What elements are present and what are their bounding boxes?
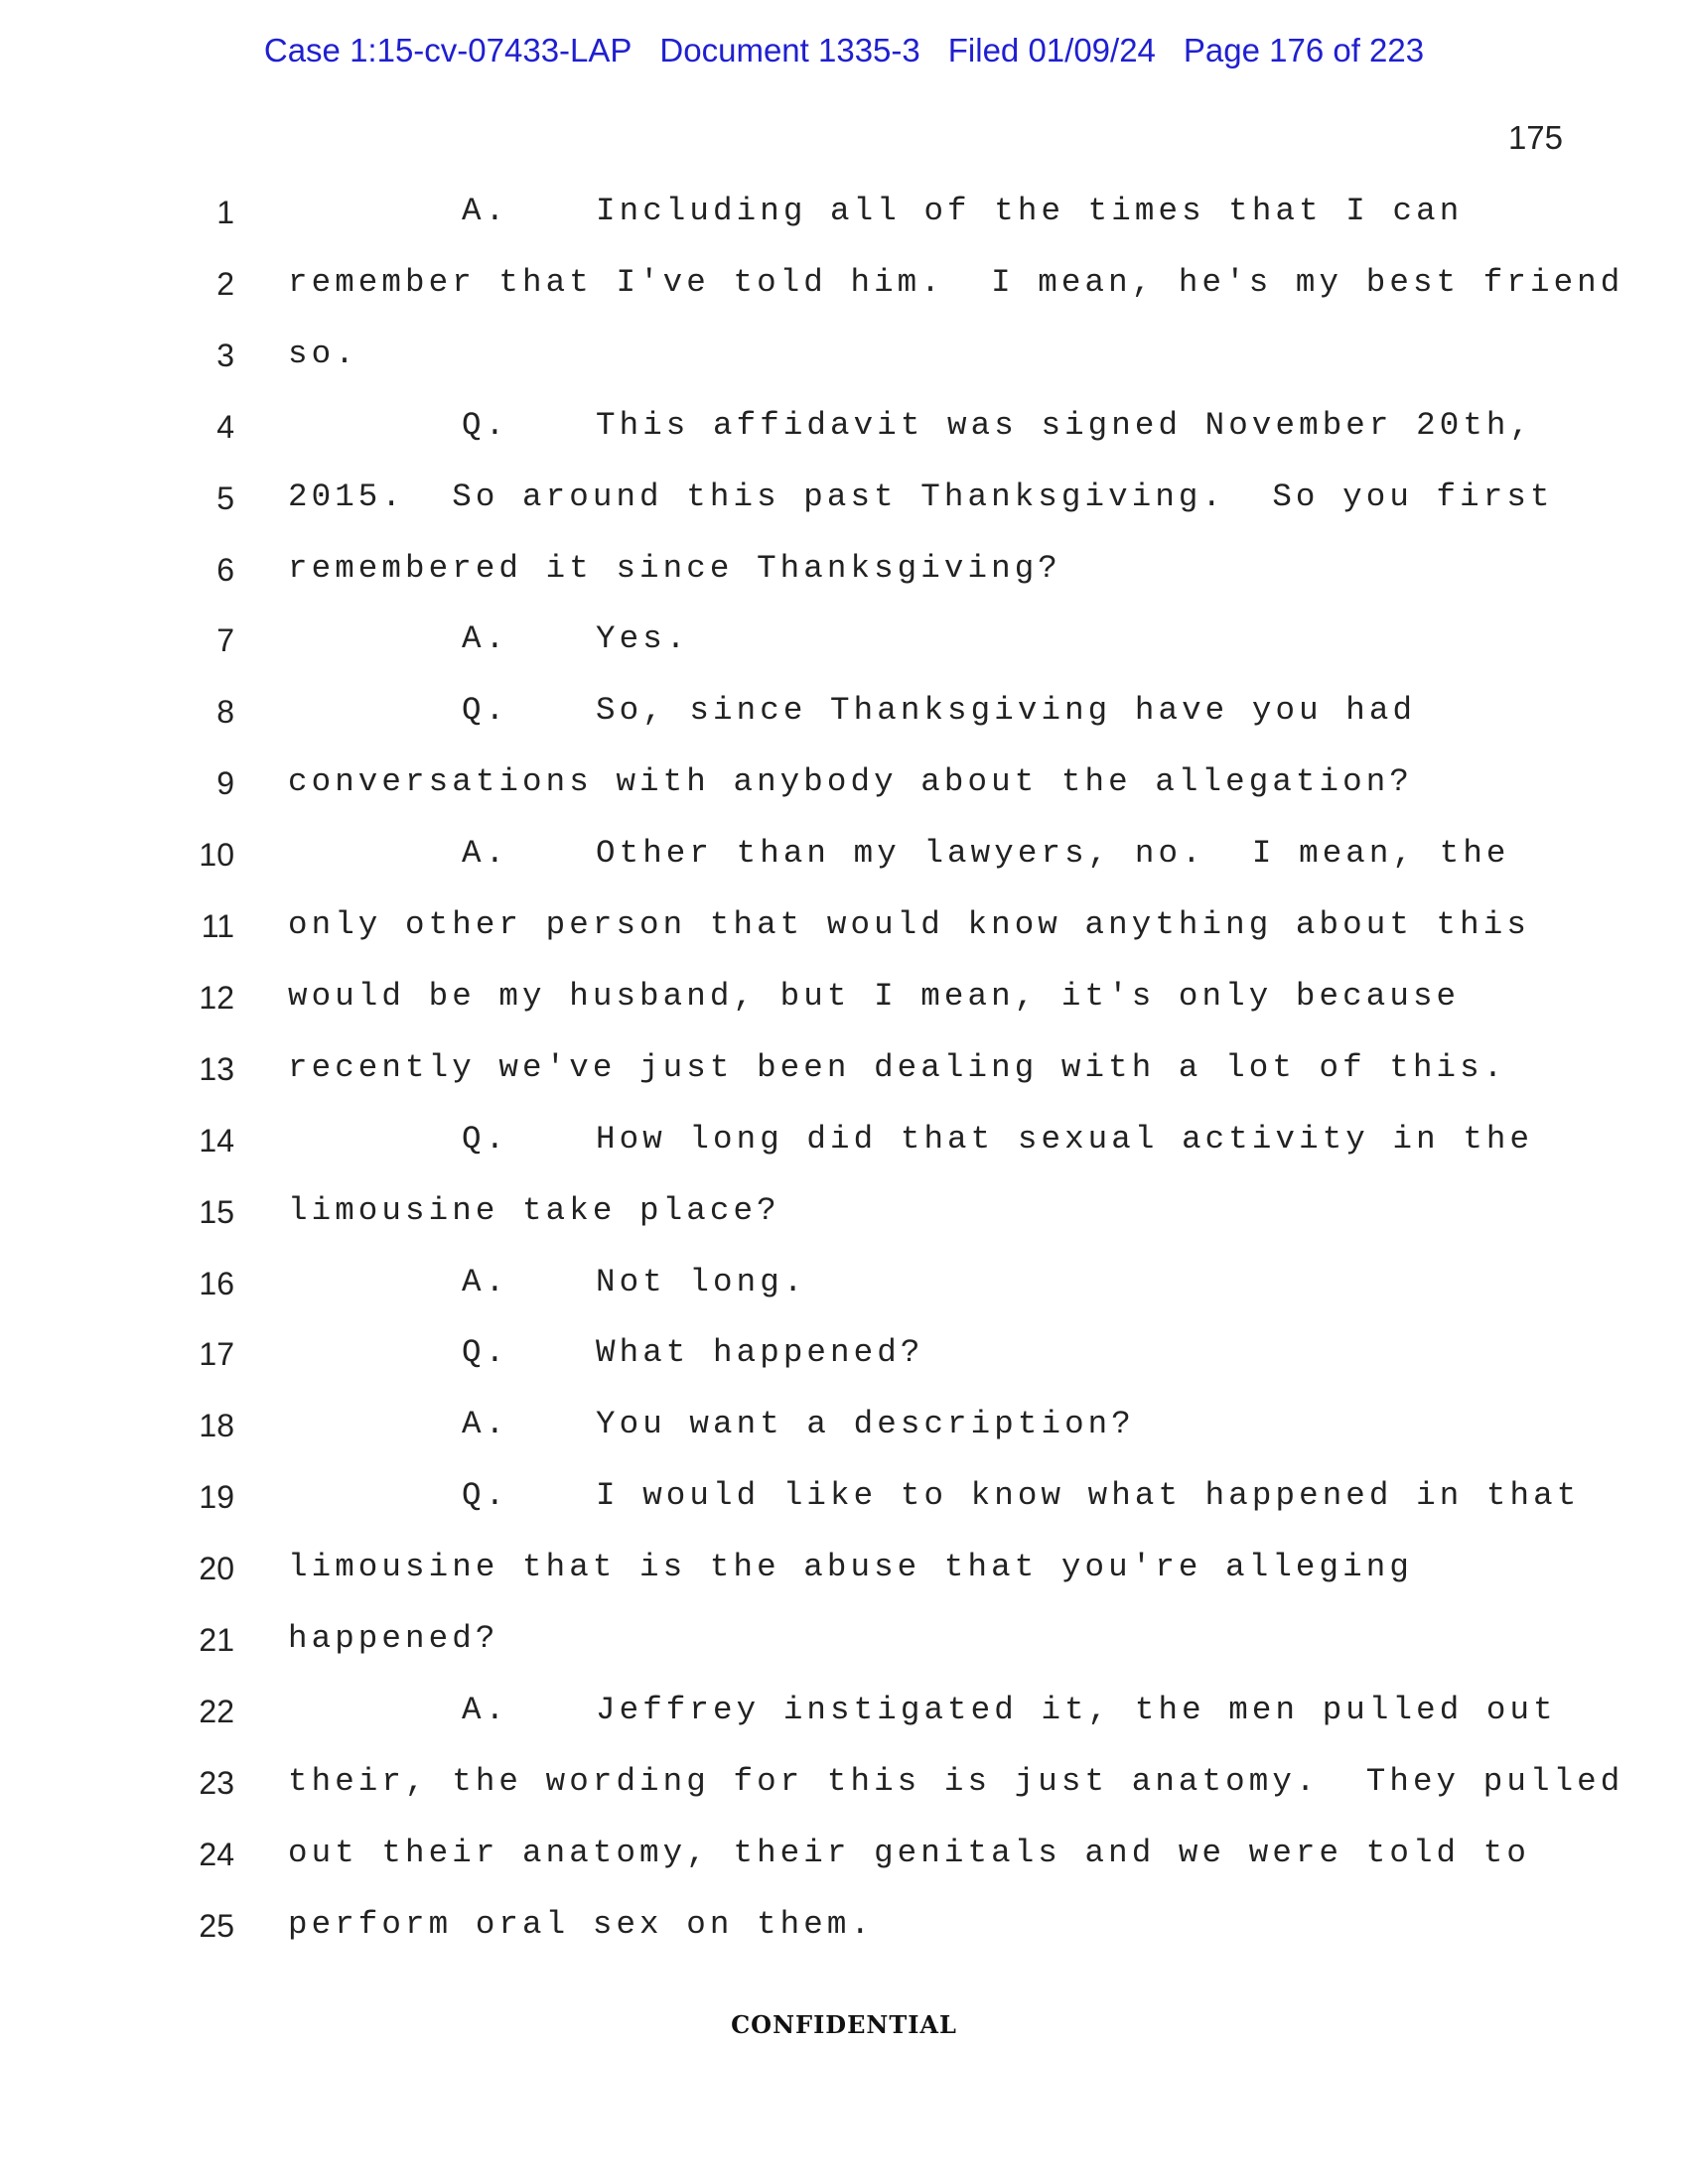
transcript-line [0,688,1688,759]
line-text [288,550,1061,587]
transcript-line [0,1045,1688,1117]
line-number: 5 [216,479,234,516]
transcript-line [0,1759,1688,1831]
line-number: 10 [199,837,234,874]
line-content: 2015. So around this past Thanksgiving. So you first [288,478,1554,515]
transcript-line [0,1688,1688,1759]
transcript-line [0,546,1688,617]
line-number: 1 [216,195,234,230]
line-number: 25 [199,1907,234,1944]
speaker-label: A. [462,193,509,229]
line-text [462,1334,923,1371]
line-text [288,1192,780,1229]
line-text [462,835,1510,872]
speaker-label: Q. [462,406,509,444]
line-content: would be my husband, but I mean, it's only because [288,977,1461,1015]
line-text [462,1406,1135,1442]
line-content: Not long. [596,1263,807,1300]
line-number: 3 [216,337,234,373]
line-number: 16 [199,1265,234,1301]
line-text [288,1835,1530,1871]
speaker-label: Q. [462,1334,509,1372]
case-number: Case 1:15-cv-07433-LAP [263,32,633,68]
transcript-line [0,1616,1688,1688]
line-content: What happened? [596,1334,924,1372]
page-of-total: Page 176 of 223 [1183,32,1425,68]
line-text [288,906,1530,943]
line-number: 22 [199,1693,234,1729]
line-text [288,1549,1413,1585]
line-text [288,1620,498,1657]
line-content: limousine that is the abuse that you're alleging [288,1549,1413,1586]
transcript-line [0,1188,1688,1260]
line-content: recently we've just been dealing with a lot of this. [288,1048,1507,1086]
line-content: only other person that would know anything about this [288,906,1530,943]
line-content: This affidavit was signed November 20th, [596,406,1534,444]
line-number: 4 [216,408,234,445]
transcript-line [0,616,1688,688]
confidential-footer: CONFIDENTIAL [731,2010,957,2039]
transcript-line [0,1260,1688,1331]
line-number: 11 [201,908,234,944]
line-content: Including all of the times that I can [596,193,1464,229]
speaker-label: Q. [462,1477,509,1515]
line-number: 18 [199,1408,234,1444]
transcript-line [0,475,1688,546]
line-text [462,1264,806,1300]
line-text [288,478,1554,515]
transcript-line [0,189,1688,260]
line-text [288,763,1413,800]
line-content: So, since Thanksgiving have you had [596,692,1417,730]
speaker-label: Q. [462,1120,509,1158]
line-text [462,1477,1580,1514]
line-text [462,620,689,657]
transcript-line [0,1117,1688,1188]
transcript-line [0,332,1688,403]
line-number: 14 [199,1122,234,1159]
line-content: Yes. [596,620,690,658]
transcript-line [0,1545,1688,1616]
line-number: 17 [199,1336,234,1373]
line-content: You want a description? [596,1406,1135,1443]
transcript-line [0,974,1688,1045]
line-text [288,264,1623,301]
line-number: 8 [216,694,234,731]
speaker-label: A. [462,1263,509,1300]
line-number: 21 [199,1622,234,1658]
transcript-line [0,831,1688,902]
line-number: 12 [199,979,234,1016]
line-number: 24 [199,1836,234,1872]
filing-header [0,32,1688,69]
line-content: limousine take place? [288,1191,780,1229]
transcript-line [0,759,1688,831]
speaker-label: A. [462,620,509,658]
transcript-line [0,902,1688,974]
line-text [462,1121,1533,1158]
line-number: 9 [216,765,234,802]
line-content: so. [288,335,358,372]
line-text [462,692,1416,729]
line-text [462,407,1533,444]
line-number: 6 [216,551,234,588]
line-number: 15 [199,1193,234,1230]
transcript-page-number: 175 [1507,119,1563,156]
line-content: their, the wording for this is just anatomy. They pulled [288,1762,1624,1800]
line-number: 7 [216,622,234,659]
line-number: 13 [199,1050,234,1087]
line-number: 2 [216,265,234,302]
document-number: Document 1335-3 [659,32,920,68]
transcript-line [0,260,1688,332]
speaker-label: A. [462,1691,509,1728]
line-number: 20 [199,1551,234,1587]
line-number: 19 [199,1479,234,1516]
line-text [288,978,1460,1015]
line-text [288,1906,874,1943]
line-content: remember that I've told him. I mean, he's my best friend [288,263,1624,301]
line-text [288,336,358,372]
line-content: remembered it since Thanksgiving? [288,549,1061,587]
transcript-line [0,1402,1688,1473]
line-content: perform oral sex on them. [288,1905,875,1943]
line-content: I would like to know what happened in that [596,1477,1581,1515]
line-text [462,1692,1557,1728]
line-content: out their anatomy, their genitals and we were told to [288,1834,1530,1871]
transcript-line [0,1330,1688,1402]
line-text [288,1049,1506,1086]
speaker-label: Q. [462,692,509,730]
line-content: Other than my lawyers, no. I mean, the [596,835,1510,873]
line-text [462,193,1463,229]
filed-date: Filed 01/09/24 [947,32,1156,68]
line-number: 23 [199,1764,234,1801]
line-text [288,1763,1623,1800]
line-content: How long did that sexual activity in the [596,1120,1534,1158]
transcript-line [0,403,1688,475]
transcript-line [0,1473,1688,1545]
line-content: conversations with anybody about the allegation? [288,763,1413,801]
line-content: Jeffrey instigated it, the men pulled out [596,1691,1557,1728]
transcript-line [0,1902,1688,1974]
line-content: happened? [288,1620,499,1657]
speaker-label: A. [462,835,509,873]
transcript-line [0,1831,1688,1902]
speaker-label: A. [462,1406,509,1443]
